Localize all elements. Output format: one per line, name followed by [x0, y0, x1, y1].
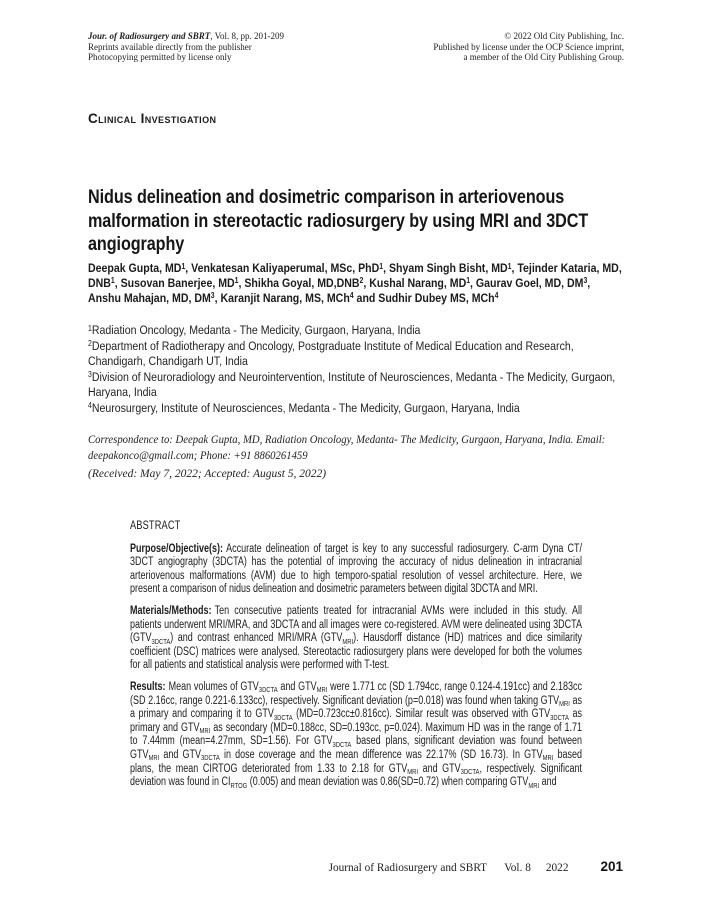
section-label: Clinical Investigation [88, 111, 217, 126]
correspondence-note: Correspondence to: Deepak Gupta, MD, Radiation Oncology, Medanta- The Medicity, Gurgaon, Haryana, India. Email: deepakonco@gmail.com; Phone: +91 8860261459 [88, 434, 606, 462]
paragraph-text: Accurate delineation of target is key to any successful radiosurgery. C-arm Dyna CT/ 3DCT angiography (3DCTA) has the potential of improving the accuracy of nidus delineation in intracranial arteriovenous malformations (AVM) due to high temporo-spatial resolution of vessel architecture. Here, we present a comparison of nidus delineation and dosimetric parameters between digital 3DCTA and MRI. [130, 542, 582, 596]
page-number: 201 [600, 859, 623, 874]
abstract-paragraph-results [130, 681, 582, 790]
paper-title: Nidus delineation and dosimetric comparison in arteriovenous malformation in stereotactic radiosurgery by using MRI and 3DCT angiography [88, 186, 589, 255]
page-footer [329, 859, 623, 874]
affiliation-1: $^1$Radiation Oncology, Medanta - The Medicity, Gurgaon, Haryana, India [88, 323, 421, 337]
paragraph-label: Materials/Methods: [130, 604, 212, 617]
affiliation-3: $^3$Division of Neuroradiology and Neurointervention, Institute of Neurosciences, Medanta - The Medicity, Gurgaon, Haryana, India [88, 369, 616, 399]
copyright-info [433, 31, 624, 63]
footer-volume: Vol. 8 [504, 862, 531, 874]
paper-title-container [88, 186, 624, 257]
abstract-body [130, 519, 582, 790]
journal-volume-pages: , Vol. 8, pp. 201-209 [210, 31, 284, 41]
abstract-paragraph-purpose [130, 543, 582, 597]
license-line: Published by license under the OCP Science imprint, [433, 41, 624, 52]
affiliation-4: $^4$Neurosurgery, Institute of Neurosciences, Medanta - The Medicity, Gurgaon, Haryana, India [88, 400, 520, 415]
affiliation-list [88, 323, 624, 416]
affiliations [88, 323, 624, 416]
reprints-note: Reprints available directly from the publisher [88, 41, 252, 52]
affiliation-2: $^2$Department of Radiotherapy and Oncology, Postgraduate Institute of Medical Education and Research, Chandigarh, Chandigarh UT, India [88, 338, 574, 368]
footer-journal-name: Journal of Radiosurgery and SBRT [328, 862, 488, 874]
footer-year: 2022 [545, 862, 569, 874]
author-list: Deepak Gupta, $MD^1$, Venkatesan Kaliyaperumal, MSc, PhD$^1$, Shyam Singh Bisht, $MD^1$, Tejinder Kataria, MD, DNB$^1$, Susovan Banerjee, $MD^1$, Shikha Goyal, MD,DNB$^2$, Kushal Narang, $MD^1$, Gaurav Goel, MD, $DM^3$, Anshu Mahajan, MD, $DM^3$, Karanjit Narang, MS, MCh$^4$ and Sudhir Dubey MS, MCh$^4$ [88, 261, 622, 305]
paragraph-text: Ten consecutive patients treated for intracranial AVMs were included in this study. All patients underwent MRI/MRA, and 3DCTA and all images were co-registered. AVM were delineated using 3DCTA $(GTV_{3DCTA})$ and contrast enhanced MRI/MRA $(GTV_{MRI})$. Hausdorff distance (HD) matrices and dice similarity coefficient (DSC) matrices were analysed. Stereotactic radiosurgery plans were developed for both the volumes for all patients and statistical analysis were performed with T-test. [130, 604, 582, 672]
abstract-heading: ABSTRACT [130, 518, 181, 532]
publisher-group-line: a member of the Old City Publishing Group. [463, 52, 624, 62]
correspondence-container [88, 432, 624, 464]
photocopying-note: Photocopying permitted by license only [88, 52, 232, 62]
received-dates: (Received: May 7, 2022; Accepted: August 5, 2022) [88, 468, 327, 480]
journal-info [88, 31, 284, 63]
abstract-section [130, 519, 582, 798]
page-header [88, 31, 624, 63]
journal-name: Jour. of Radiosurgery and SBRT [88, 31, 211, 41]
journal-citation-line [88, 31, 284, 42]
copyright-line: © 2022 Old City Publishing, Inc. [504, 31, 624, 41]
paragraph-label: Results: [130, 680, 166, 693]
paragraph-label: Purpose/Objective(s): [130, 542, 223, 555]
abstract-paragraph-methods [130, 605, 582, 673]
paragraph-text: Mean volumes of $GTV_{3DCTA}$ and $GTV_{MRI}$ were 1.771 cc (SD 1.794cc, range 0.124-4.191cc) and 2.183cc (SD 2.16cc, range 0.221-6.133cc), respectively. Significant deviation (p=0.018) was found when taking $GTV_{MRI}$ as a primary and comparing it to $GTV_{3DCTA}$ (MD=0.723cc±0.816cc). Similar result was observed with $GTV_{3DCTA}$ as primary and $GTV_{MRI}$ as secondary (MD=0.188cc, SD=0.193cc, p=0.024). Maximum HD was in the range of 1.71 to 7.44mm (mean=4.27mm, SD=1.56). For $GTV_{3DCTA}$ based plans, significant deviation was found between $GTV_{MRI}$ and $GTV_{3DCTA}$ in dose coverage and the mean difference was 22.17% (SD 16.73). In $GTV_{MRI}$ based plans, the mean CIRTOG deteriorated from 1.33 to 2.18 for $GTV_{MRI}$ and $GTV_{3DCTA}$, respectively. Significant deviation was found in $CI_{RTOG}$ (0.005) and mean deviation was 0.86(SD=0.72) when comparing $GTV_{MRI}$ and [130, 680, 583, 790]
author-list-container [88, 261, 624, 305]
